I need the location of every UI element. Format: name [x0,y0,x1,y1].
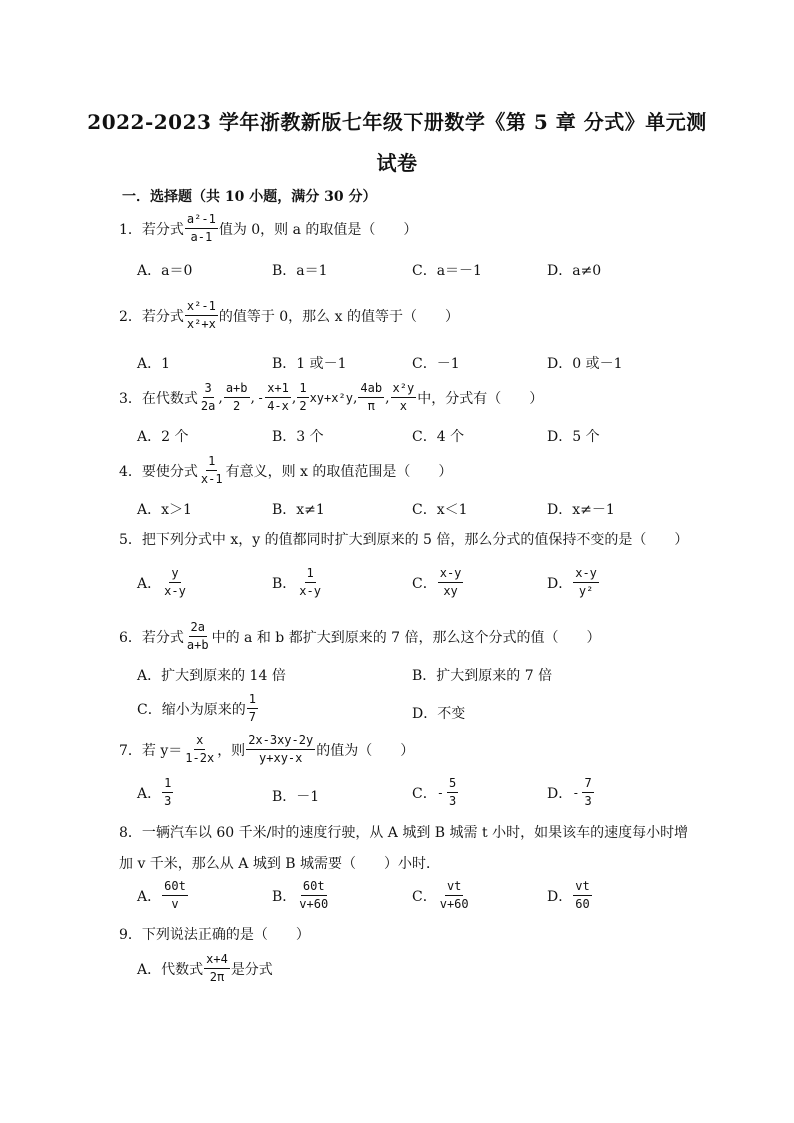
question-3-fraction-6 [391,381,417,414]
question-8-line-1: 8．一辆汽车以 60 千米/时的速度行驶，从 A 城到 B 城需 t 小时，如果该车的速度每小时增 [119,825,689,841]
fraction-numerator: x-y [573,566,599,583]
question-2-option-c: C．－1 [412,356,460,372]
question-6-fraction [185,620,211,653]
option-label: C． [412,888,437,905]
fraction-denominator: 1-2x [185,751,215,765]
page-title-line1: 2022-2023 学年浙教新版七年级下册数学《第 5 章 分式》单元测 [87,110,707,134]
question-5-option-c [412,566,464,599]
fraction-denominator: x-y [299,584,321,598]
option-label: A． [137,785,162,802]
option-fraction [573,879,591,912]
option-label: D． [547,785,573,802]
fraction-numerator: 2x-3xy-2y [246,733,315,750]
question-2 [119,299,459,332]
fraction-numerator: x+4 [204,952,230,969]
question-7-prefix: 7．若 y＝ [119,742,183,759]
option-fraction [297,566,323,599]
question-6-option-a: A．扩大到原来的 14 倍 [137,668,286,684]
question-3-fraction-2 [224,381,250,414]
fraction-numerator: x+1 [265,381,291,398]
fraction-denominator: x [399,399,407,413]
option-label: B． [272,888,297,905]
fraction-denominator: a+b [186,638,209,652]
fraction-denominator: 2 [299,399,307,413]
fraction-denominator: 4-x [267,399,289,413]
option-fraction [573,566,599,599]
option-suffix: 是分式 [230,961,273,978]
option-sign: - [572,785,580,800]
fraction-denominator: 2 [233,399,241,413]
question-4-suffix: 有意义，则 x 的取值范围是（ ） [225,463,453,480]
fraction-numerator: vt [573,879,591,896]
question-1 [119,212,417,245]
question-5-option-d [547,566,600,599]
fraction-numerator: 2a [189,620,207,637]
option-fraction [162,566,188,599]
question-6-prefix: 6．若分式 [119,629,184,646]
question-8-line-2: 加 v 千米，那么从 A 城到 B 城需要（ ）小时． [119,856,441,872]
question-7-fraction-1 [183,733,216,766]
question-7 [119,733,414,766]
question-2-option-d: D．0 或－1 [547,356,623,372]
question-8-option-a [137,879,189,912]
fraction-denominator: 60 [575,897,590,911]
fraction-numerator: x [194,733,205,750]
option-fraction [204,952,230,985]
fraction-numerator: 4ab [358,381,384,398]
fraction-numerator: 1 [247,692,258,709]
question-3-option-a: A．2 个 [137,429,189,445]
fraction-numerator: y [169,566,180,583]
question-1-option-b: B．a＝1 [272,263,328,279]
question-3-suffix: 中，分式有（ ） [417,390,544,407]
question-7-fraction-2 [246,733,315,766]
question-1-suffix: 值为 0，则 a 的取值是（ ） [218,221,418,238]
fraction-denominator: v+60 [299,897,329,911]
question-6 [119,620,601,653]
question-3-fraction-3 [265,381,291,414]
fraction-denominator: v [171,897,179,911]
fraction-numerator: 3 [203,381,214,398]
option-fraction [438,879,471,912]
question-2-prefix: 2．若分式 [119,308,184,325]
question-3-term-tail: xy+x²y [309,390,353,405]
fraction-denominator: a-1 [190,230,213,244]
option-label: C．缩小为原来的 [137,701,246,718]
question-8-option-d [547,879,593,912]
question-2-suffix: 的值等于 0，那么 x 的值等于（ ） [218,308,459,325]
option-label: A．代数式 [137,961,204,978]
question-3-fraction-5 [358,381,384,414]
question-3-option-c: C．4 个 [412,429,465,445]
question-6-option-c [137,692,259,725]
fraction-numerator: a²-1 [185,212,218,229]
question-4-fraction [199,454,225,487]
question-6-option-b: B．扩大到原来的 7 倍 [412,668,553,684]
question-7-suffix: 的值为（ ） [316,742,415,759]
fraction-denominator: x-y [164,584,186,598]
fraction-numerator: 5 [447,776,458,793]
fraction-denominator: 3 [584,794,592,808]
option-label: A． [137,575,162,592]
question-1-prefix: 1．若分式 [119,221,184,238]
question-3: 3．在代数式 $\frac{3}{2a}$ , $\frac{a+b}{2}$ , - $\frac{x+1}{4-x}$ , $\frac{1}{2}$ xy+x²y , $\frac{4ab}{\pi}$ , $\frac{\text{x²y}}{x}$ 中，分式有（ ） [119,381,544,413]
fraction-denominator: x²+x [186,317,216,331]
question-6-option-d: D．不变 [412,706,466,722]
option-label: A． [137,888,162,905]
question-9: 9．下列说法正确的是（ ） [119,927,310,943]
question-7-middle: ，则 [217,742,246,759]
fraction-denominator: 2π [209,970,225,984]
question-7-option-a [137,776,174,809]
option-fraction [582,776,593,809]
fraction-numerator: 1 [206,454,217,471]
fraction-numerator: 60t [301,879,327,896]
fraction-denominator: xy [443,584,458,598]
question-4 [119,454,452,487]
fraction-denominator: 7 [248,710,256,724]
question-3-prefix: 3．在代数式 [119,390,198,407]
option-label: D． [547,888,573,905]
question-8-option-c [412,879,472,912]
fraction-numerator: x²-1 [185,299,218,316]
option-sign: - [436,785,444,800]
question-4-option-b: B．x≠1 [272,502,325,518]
fraction-numerator: 1 [297,381,308,398]
section-heading: 一．选择题（共 10 小题，满分 30 分） [122,189,377,205]
fraction-denominator: 3 [164,794,172,808]
fraction-numerator: 1 [162,776,173,793]
option-label: D． [547,575,573,592]
option-label: C． [412,575,437,592]
option-label: B． [272,575,297,592]
question-5-text: 5．把下列分式中 x，y 的值都同时扩大到原来的 5 倍，那么分式的值保持不变的是（ ） [119,532,689,548]
question-3-option-b: B．3 个 [272,429,324,445]
question-5-option-a [137,566,189,599]
question-4-option-d: D．x≠－1 [547,502,615,518]
question-4-option-c: C．x＜1 [412,502,468,518]
option-fraction [438,566,464,599]
question-3-fraction-1 [199,381,217,414]
option-fraction [162,776,173,809]
question-1-option-c: C．a＝－1 [412,263,482,279]
question-7-option-c [412,776,459,809]
fraction-denominator: y+xy-x [259,751,303,765]
fraction-numerator: a+b [224,381,250,398]
question-1-fraction [185,212,218,245]
question-2-fraction [185,299,218,332]
question-7-option-b: B．－1 [272,789,320,805]
fraction-numerator: 1 [305,566,316,583]
option-fraction [247,692,258,725]
option-fraction [447,776,458,809]
question-2-option-a: A．1 [137,356,171,372]
question-3-option-d: D．5 个 [547,429,600,445]
question-6-suffix: 中的 a 和 b 都扩大到原来的 7 倍，那么这个分式的值（ ） [211,629,601,646]
fraction-numerator: x-y [438,566,464,583]
fraction-denominator: x-1 [200,472,223,486]
fraction-numerator: vt [445,879,463,896]
option-label: C． [412,785,437,802]
question-5-option-b [272,566,324,599]
fraction-denominator: v+60 [439,897,469,911]
fraction-numerator: x²y [391,381,417,398]
question-2-option-b: B．1 或－1 [272,356,347,372]
fraction-denominator: 2a [200,399,216,413]
page-title-line2: 试卷 [376,151,418,175]
fraction-numerator: 60t [162,879,188,896]
fraction-denominator: π [367,399,375,413]
question-9-option-a [137,952,273,985]
option-fraction [162,879,188,912]
question-5 [119,529,688,549]
question-4-option-a: A．x＞1 [137,502,192,518]
fraction-numerator: 7 [582,776,593,793]
fraction-denominator: 3 [448,794,457,808]
question-8-option-b [272,879,331,912]
question-1-option-d: D．a≠0 [547,263,602,279]
question-3-fraction-4 [297,381,308,414]
option-fraction [297,879,330,912]
question-7-option-d [547,776,595,809]
question-1-option-a: A．a＝0 [137,263,193,279]
question-4-prefix: 4．要使分式 [119,463,198,480]
fraction-denominator: y² [578,584,594,598]
